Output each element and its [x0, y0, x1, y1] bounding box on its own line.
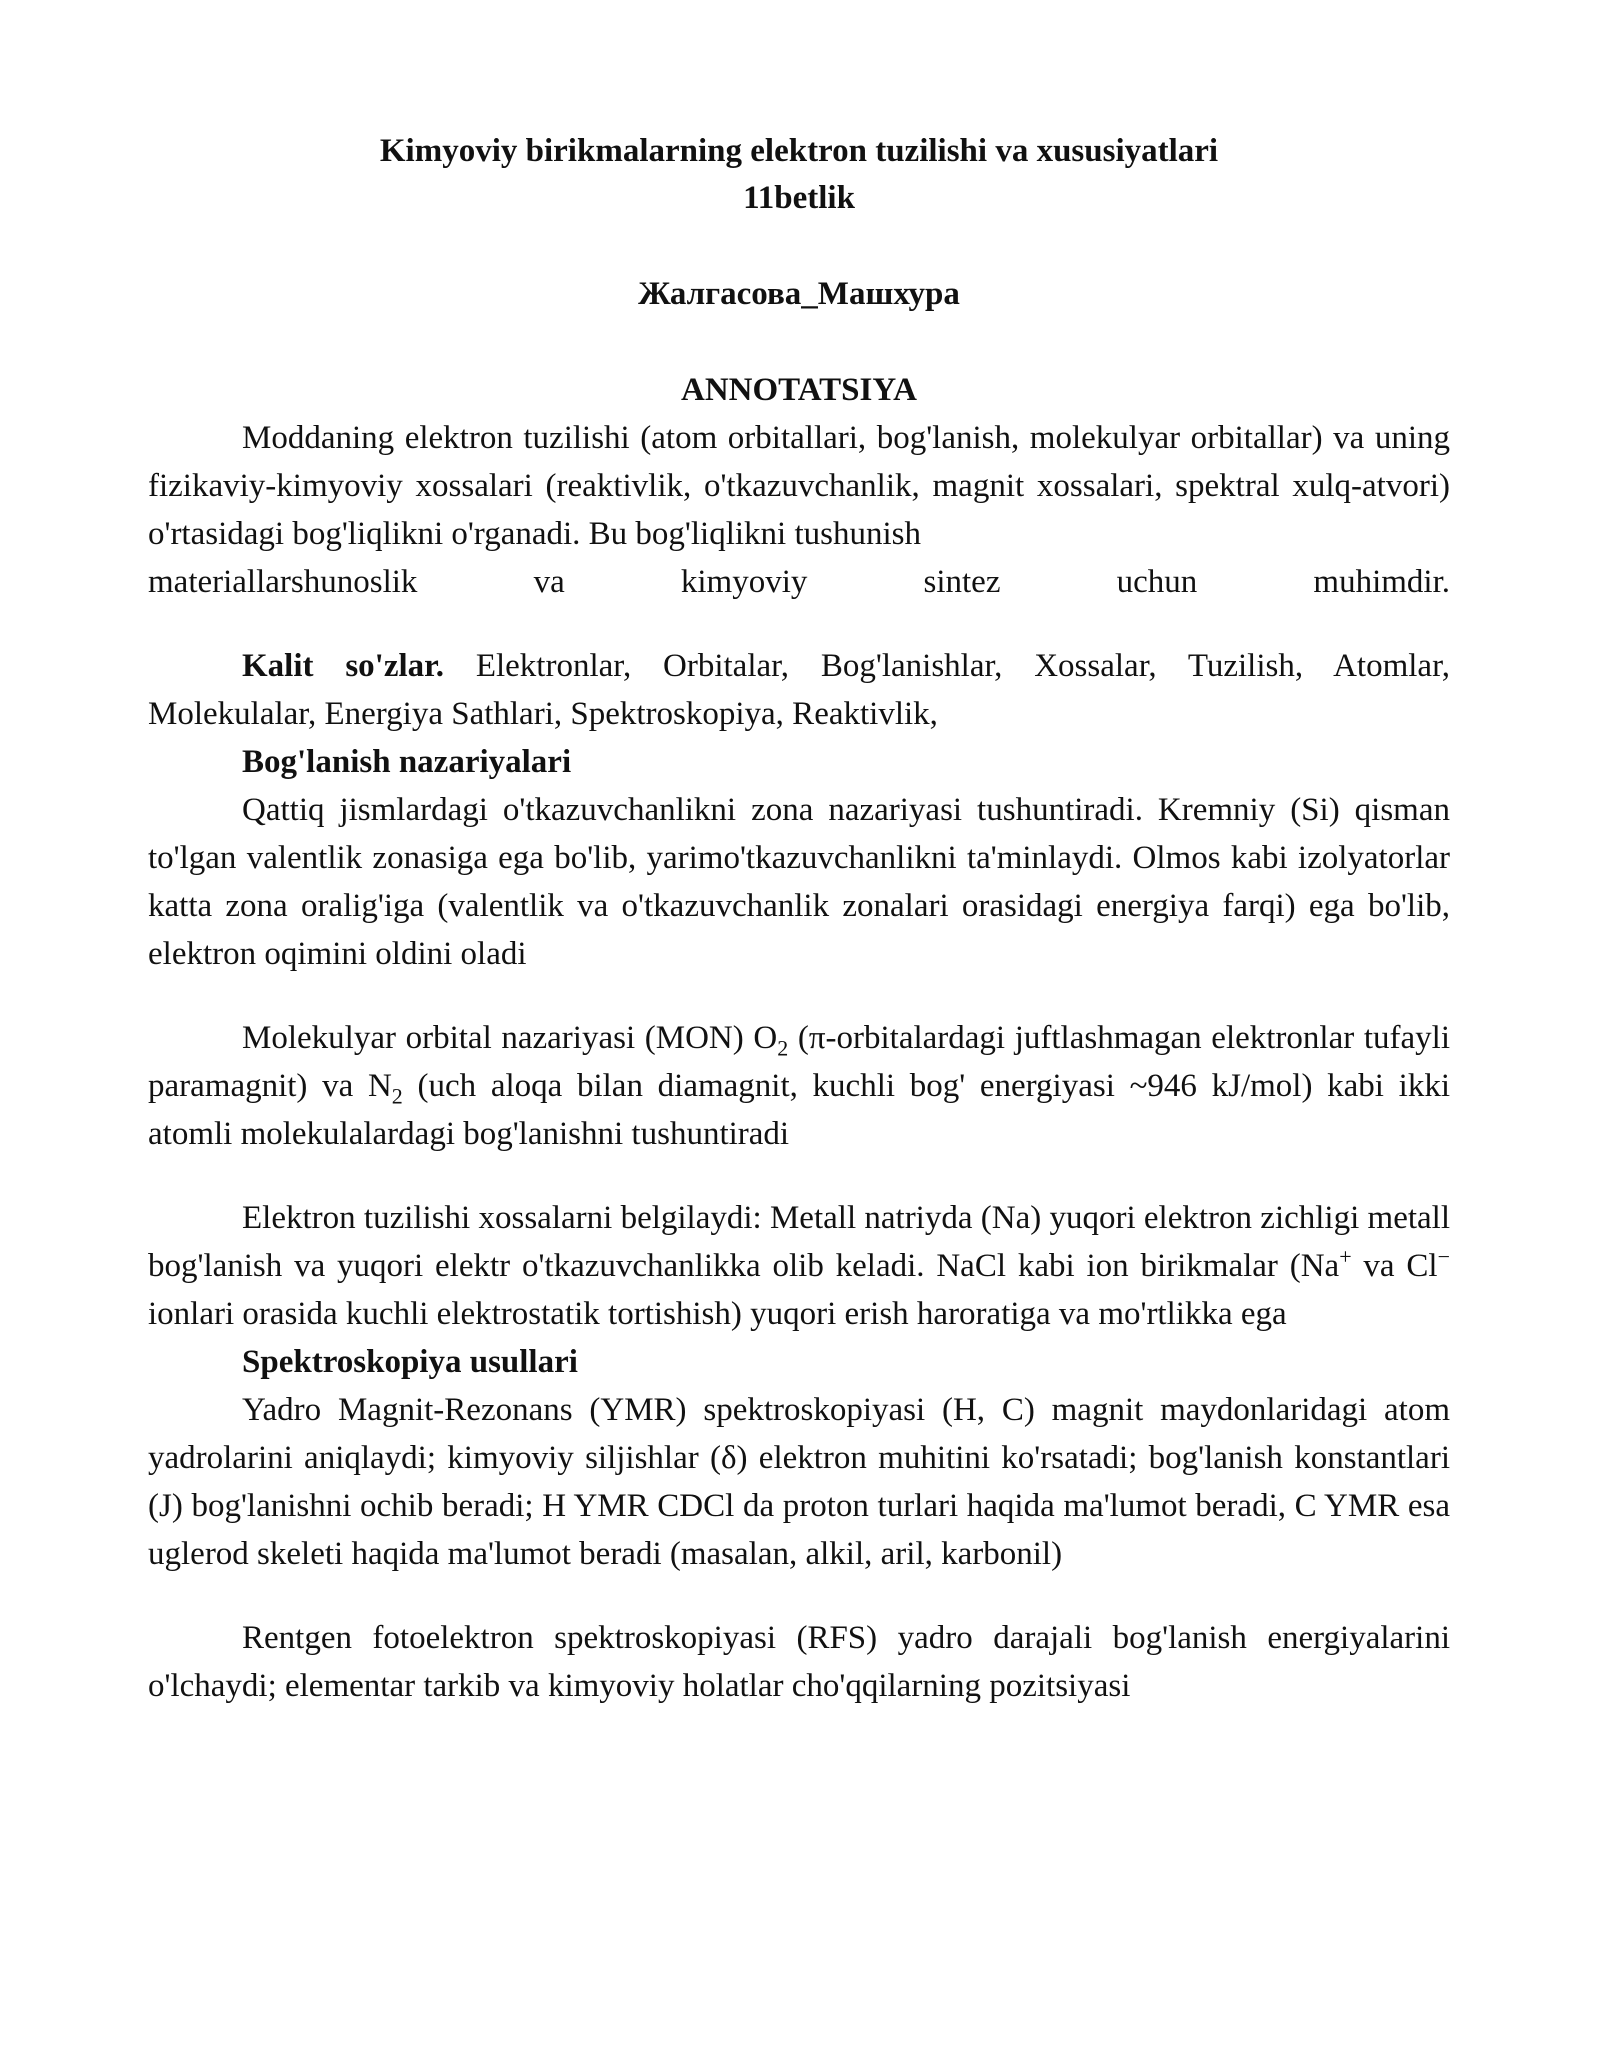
spectroscopy-paragraph-2: Rentgen fotoelektron spektroskopiyasi (RFS) yadro darajali bog'lanish energiyalarini o'lchaydi; elementar tarkib va kimyoviy holatlar cho'qqilarning pozitsiyasi [148, 1620, 1450, 1704]
spectroscopy-heading: Spektroskopiya usullari [242, 1344, 578, 1380]
subscript-n2: 2 [391, 1083, 403, 1109]
title-line-2: 11betlik [743, 180, 855, 216]
document-title [148, 128, 1450, 222]
document-page [148, 128, 1450, 1710]
annotation-paragraph-end [148, 558, 1450, 606]
subscript-o2: 2 [777, 1035, 789, 1061]
annotation-heading: ANNOTATSIYA [681, 372, 917, 408]
author-name: Жалгасова_Машхура [638, 276, 960, 312]
bonding-paragraph-2 [148, 1014, 1450, 1158]
bonding-p3-text-b: va Cl [1351, 1248, 1438, 1284]
keywords-label: Kalit so'zlar. [242, 648, 445, 684]
superscript-na-plus: + [1339, 1244, 1352, 1269]
bonding-p3-text-a: Elektron tuzilishi xossalarni belgilaydi: Metall natriyda (Na) yuqori elektron zichligi metall bog'lanish va yuqori elektr o'tkazuvchanlikka olib keladi. NaCl kabi ion birikmalar (Na [148, 1200, 1450, 1284]
bonding-paragraph-3 [148, 1194, 1450, 1338]
bonding-p2-text-a: Molekulyar orbital nazariyasi (MON) O [242, 1020, 778, 1056]
keywords-paragraph [148, 642, 1450, 738]
title-line-1: Kimyoviy birikmalarning elektron tuzilishi va xususiyatlari [379, 133, 1219, 169]
bonding-paragraph-1: Qattiq jismlardagi o'tkazuvchanlikni zona nazariyasi tushuntiradi. Kremniy (Si) qisman to'lgan valentlik zonasiga ega bo'lib, yarimo'tkazuvchanlikni ta'minlaydi. Olmos kabi izolyatorlar katta zona oralig'iga (valentlik va o'tkazuvchanlik zonalari orasidagi energiya farqi) ega bo'lib, elektron oqimini oldini oladi [148, 792, 1450, 972]
annotation-paragraph [148, 414, 1450, 558]
annotation-text-2: materiallarshunoslik va kimyoviy sintez uchun muhimdir. [148, 564, 1450, 600]
bonding-p3-text-c: ionlari orasida kuchli elektrostatik tortishish) yuqori erish haroratiga va mo'rtlikka ega [148, 1296, 1287, 1332]
annotation-text-1: Moddaning elektron tuzilishi (atom orbitallari, bog'lanish, molekulyar orbitallar) va uning fizikaviy-kimyoviy xossalari (reaktivlik, o'tkazuvchanlik, magnit xossalari, spektral xulq-atvori) o'rtasidagi bog'liqlikni o'rganadi. Bu bog'liqlikni tushunish [148, 420, 1450, 552]
bonding-p2-text-b: (π-orbitalardagi juftlashmagan elektronlar tufayli paramagnit) va N [148, 1020, 1450, 1104]
bonding-heading: Bog'lanish nazariyalari [242, 744, 572, 780]
keywords-text: Elektronlar, Orbitalar, Bog'lanishlar, Xossalar, Tuzilish, Atomlar, Molekulalar, Energiya Sathlari, Spektroskopiya, Reaktivlik, [148, 648, 1450, 732]
bonding-p2-text-c: (uch aloqa bilan diamagnit, kuchli bog' energiyasi ~946 kJ/mol) kabi ikki atomli molekulalardagi bog'lanishni tushuntiradi [148, 1068, 1450, 1152]
superscript-cl-minus: − [1437, 1244, 1450, 1269]
spectroscopy-paragraph-1: Yadro Magnit-Rezonans (YMR) spektroskopiyasi (H, C) magnit maydonlaridagi atom yadrolarini aniqlaydi; kimyoviy siljishlar (δ) elektron muhitini ko'rsatadi; bog'lanish konstantlari (J) bog'lanishni ochib beradi; H YMR CDCl da proton turlari haqida ma'lumot beradi, C YMR esa uglerod skeleti haqida ma'lumot beradi (masalan, alkil, aril, karbonil) [148, 1392, 1450, 1572]
